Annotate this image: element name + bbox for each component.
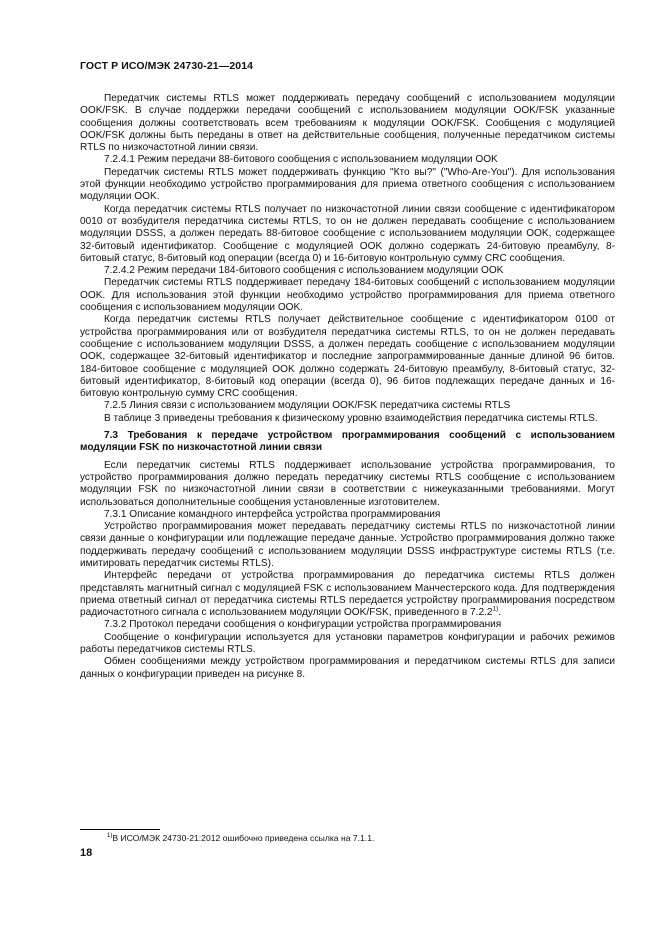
paragraph: Передатчик системы RTLS может поддерживать функцию "Кто вы?" ("Who-Are-You"). Для использования этой функции необходимо устройство программирования для приема ответного сообщения с использованием модуляции OOK. [80,166,615,203]
paragraph-ending: . [498,607,502,619]
subsection-heading: 7.3.1 Описание командного интерфейса устройства программирования [104,508,441,520]
paragraph: Если передатчик системы RTLS поддерживает использование устройства программирования, то устройство программирования должно передать передатчику системы RTLS сообщение с использованием модуляции FSK по низкочастотной линии связи в соответствии с нижеуказанными требованиями. Могут использоваться дополнительные сообщения установленные изготовителем. [80,459,615,508]
paragraph-with-footnote-ref [80,570,615,619]
paragraph: Сообщение о конфигурации используется для установки параметров конфигурации и рабочих режимов работы передатчиков системы RTLS. [80,631,615,656]
paragraph: Когда передатчик системы RTLS получает действительное сообщение с идентификатором 0100 от устройства программирования или от возбудителя передатчика системы RTLS, то он не должен передавать сообщение с использованием модуляции DSSS, а должен передать сообщение с использованием модуляции OOK, содержащее 32-битовый идентификатор и последние запрограммированные данные длиной 96 битов. 184-битовое сообщение с модуляцией OOK должно содержать 24-битовую преамбулу, 8-битовый статус, 32-битовый идентификатор, 8-битовый код операции (всегда 0), 96 битов подлежащих передаче данных и 16-битовую контрольную сумму CRC сообщения. [80,314,615,400]
footnote-divider [80,829,160,830]
paragraph: Передатчик системы RTLS может поддерживать передачу сообщений с использованием модуляции OOK/FSK. В случае поддержки передачи сообщений с использованием модуляции OOK/FSK указанные сообщения должны соответствовать всем требованиям к модуляции OOK/FSK. Сообщения с модуляцией OOK/FSK должны быть переданы в ответ на действительные сообщения, полученные передатчиком системы RTLS по низкочастотной линии связи. [80,93,615,154]
paragraph: Обмен сообщениями между устройством программирования и передатчиком системы RTLS для записи данных о конфигурации приведен на рисунке 8. [80,656,615,680]
footnote-reference[interactable]: 1) [492,605,499,613]
subsection-heading: 7.2.4.2 Режим передачи 184-битового сообщения с использованием модуляции OOK [104,265,504,277]
footnote-marker: 1) [107,833,113,840]
page-header: ГОСТ Р ИСО/МЭК 24730-21—2014 [80,60,254,72]
body-text [80,93,615,681]
paragraph-text: Интерфейс передачи от устройства программирования до передатчика системы RTLS должен представлять магнитный сигнал с модуляцией FSK с использованием Манчестерского кода. Для подтверждения приема ответный сигнал от передатчика системы RTLS передается устройству программирования посредством радиочастотного сигнала с использованием модуляции OOK/FSK, приведенного в 7.2.2 [80,570,615,619]
page-number: 18 [80,847,93,859]
paragraph: Когда передатчик системы RTLS получает по низкочастотной линии связи сообщение с идентификатором 0010 от возбудителя передатчика системы RTLS, то он не должен передавать сообщение с использованием модуляции DSSS, а должен передать 88-битовое сообщение с использованием модуляции OOK, содержащее 32-битовый идентификатор. Сообщение с модуляцией OOK должно содержать 24-битовую преамбулу, 8-битовый статус, 8-битовый код операции (всегда 0) и 16-битовую контрольную сумму CRC сообщения. [80,203,615,264]
subsection-heading: 7.2.4.1 Режим передачи 88-битового сообщения с использованием модуляции OOK [104,154,498,166]
paragraph: В таблице 3 приведены требования к физическому уровню взаимодействия передатчика системы RTLS. [104,412,598,424]
paragraph: Устройство программирования может передавать передатчику системы RTLS по низкочастотной линии связи данные о конфигурации или подлежащие передаче данные. Устройство программирования должно также поддерживать передачу сообщений с использованием модуляции DSSS инфраструктуре системы RTLS (т.е. имитировать передатчик системы RTLS). [80,521,615,569]
subsection-heading: 7.3.2 Протокол передачи сообщения о конфигурации устройства программирования [104,619,502,631]
paragraph: Передатчик системы RTLS поддерживает передачу 184-битовых сообщений с использованием модуляции OOK. Для использования этой функции необходимо устройство программирования для приема ответного сообщения с использованием модуляции OOK. [80,277,615,314]
footnote [107,833,374,843]
footnote-text: В ИСО/МЭК 24730-21:2012 ошибочно приведена ссылка на 7.1.1. [112,833,375,843]
subsection-heading: 7.2.5 Линия связи с использованием модуляции OOK/FSK передатчика системы RTLS [104,400,511,412]
section-heading: 7.3 Требования к передаче устройством программирования сообщений с использованием модуляции FSK по низкочастотной линии связи [80,430,615,454]
